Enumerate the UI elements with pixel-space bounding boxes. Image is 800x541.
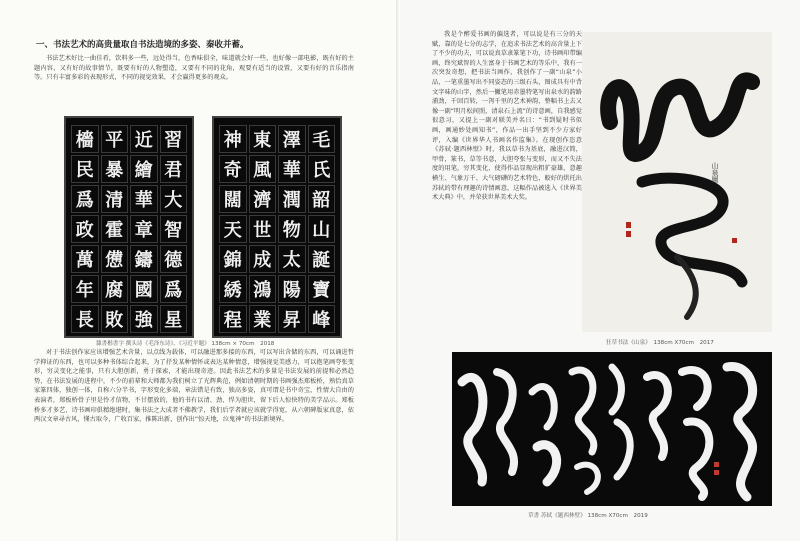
calligraphy-character: 萬 <box>71 245 99 273</box>
calligraphy-character: 強 <box>130 305 158 333</box>
artwork-inscription: 山泉圖 <box>711 162 719 183</box>
calligraphy-character: 鴻 <box>249 275 277 303</box>
calligraphy-character: 爲 <box>160 275 188 303</box>
calligraphy-character: 繪 <box>130 155 158 183</box>
cursive-artwork-shanquan <box>582 32 772 332</box>
calligraphy-character: 華 <box>278 155 306 183</box>
calligraphy-character: 業 <box>249 305 277 333</box>
calligraphy-character: 成 <box>249 245 277 273</box>
calligraphy-panel-right <box>212 116 342 338</box>
calligraphy-character: 程 <box>219 305 247 333</box>
calligraphy-panel-left <box>64 116 194 338</box>
calligraphy-character: 氏 <box>308 155 336 183</box>
calligraphy-character: 憊 <box>101 245 129 273</box>
calligraphy-character: 奇 <box>219 155 247 183</box>
white-brush-strokes <box>452 352 772 506</box>
calligraphy-character: 德 <box>160 245 188 273</box>
calligraphy-character: 潤 <box>278 185 306 213</box>
calligraphy-character: 風 <box>249 155 277 183</box>
calligraphy-character: 爲 <box>71 185 99 213</box>
calligraphy-character: 毛 <box>308 125 336 153</box>
calligraphy-character: 陽 <box>278 275 306 303</box>
calligraphy-character: 太 <box>278 245 306 273</box>
calligraphy-character: 民 <box>71 155 99 183</box>
artwork-caption-top: 狂草书法《山泉》 138cm X70cm 2017 <box>606 340 714 346</box>
calligraphy-character: 敗 <box>101 305 129 333</box>
essay-paragraph: 我是个醉爱书画的偏选者，可以说是有三分的天赋，靠的是七分的志学，在追求书法艺术的高含量上下了不少的功夫，可以说真草隶篆笔下功，诗书画印带编画，终究斌智的人生富身于书画艺术的等乐中，我有一次突发奇想，把书法当画作，我创作了一副“山泉”小品，一笔重墨写出不同姿态的三级石头，图成具有中背文字味的山字，然后一撇笔用赤墨特笔写出泉水的韵路浦劲，千回百转，一泻千里的艺术神韵，整幅书上去又像一副“明月松间照，清泉石上流”的诗意画，自我感觉很意习，又提上一副对联美并名日：“书到疑时书似画，画通妙处画知书”，作品一出手坚到不少方家好评，入编《世界华人书画名作监集》。在现创作恣意《苏轼·题西林壁》时，我以草书为基底，融进汉简，甲骨，篆书，草等书意，大胆夸张与变形，而又不失法度的用笔，穷其变化，使得作品显现出粗犷豪雄，意趣横生、气象万千、大气磅礴的艺术特色，較好的烘托出苏轼的带有理趣的诗情画意，这幅作品被选入《世界美术大典》中，并荣获世界美术大奖。 <box>432 31 582 202</box>
panel-caption: 隸書楷書字 撰头诗《毛泽东诗》、《习近平题》 138cm × 70cm 2018 <box>96 341 275 347</box>
calligraphy-character: 闊 <box>219 185 247 213</box>
calligraphy-character: 腐 <box>101 275 129 303</box>
intro-paragraph: 书法艺术好比一曲佳肴，饮料多一些，远处得当，色香味俱全，味道就会好一些，也好像一部电影，既有好的主题内容，又有好的故事情节，既要有好的人物塑造，又要有不同的花角，观要有适当的设置，又要有好的音乐指南等。只有丰富多彩的表现形式，不同的视觉效果，才会赢得更多的观众。 <box>34 55 354 82</box>
calligraphy-character: 章 <box>130 215 158 243</box>
calligraphy-character: 年 <box>71 275 99 303</box>
calligraphy-character: 鑄 <box>130 245 158 273</box>
calligraphy-character: 檣 <box>71 125 99 153</box>
calligraphy-character: 錦 <box>219 245 247 273</box>
cursive-brush-strokes <box>582 32 772 332</box>
calligraphy-character: 東 <box>249 125 277 153</box>
calligraphy-character: 寶 <box>308 275 336 303</box>
section-heading: 一、书法艺术的高贵量取自书法造境的多姿、秦收并蓄。 <box>36 40 249 50</box>
calligraphy-character: 平 <box>101 125 129 153</box>
calligraphy-character: 政 <box>71 215 99 243</box>
calligraphy-character: 智 <box>160 215 188 243</box>
calligraphy-character: 習 <box>160 125 188 153</box>
calligraphy-character: 澤 <box>278 125 306 153</box>
artwork-caption-bottom: 草書 苏轼《题西林壁》 138cm X70cm 2019 <box>528 513 648 519</box>
calligraphy-character: 物 <box>278 215 306 243</box>
calligraphy-character: 天 <box>219 215 247 243</box>
calligraphy-character: 君 <box>160 155 188 183</box>
calligraphy-character: 山 <box>308 215 336 243</box>
calligraphy-character: 神 <box>219 125 247 153</box>
cursive-artwork-xilinbi <box>452 352 772 506</box>
calligraphy-character: 星 <box>160 305 188 333</box>
calligraphy-character: 韶 <box>308 185 336 213</box>
calligraphy-character: 近 <box>130 125 158 153</box>
calligraphy-character: 長 <box>71 305 99 333</box>
calligraphy-character: 峰 <box>308 305 336 333</box>
calligraphy-character: 暴 <box>101 155 129 183</box>
calligraphy-character: 大 <box>160 185 188 213</box>
calligraphy-character: 昇 <box>278 305 306 333</box>
calligraphy-character: 綉 <box>219 275 247 303</box>
calligraphy-character: 清 <box>101 185 129 213</box>
calligraphy-character: 濟 <box>249 185 277 213</box>
calligraphy-character: 霍 <box>101 215 129 243</box>
calligraphy-character: 世 <box>249 215 277 243</box>
calligraphy-character: 華 <box>130 185 158 213</box>
calligraphy-character: 國 <box>130 275 158 303</box>
body-paragraph: 对于书法创作家应该增强艺术含量，以点线为载体，可以融进那多接的东西，可以写出含储的东西，可以诵迸哲学抑证的东西，也可以多种书体综合起来，为了抒发某种情怀或表达某种情意，增强视觉美感力，可以抱笔画夸张变形，穷灵变化之能事，只有大胆创新，勇于探索，才能出现奇迹。因此书法艺术的多量是书法发展的前提和必然趋势，在书法发展的进程中，不少的前辈和大师都为我们树立了光辉典范，例如清朝时期的书画强杰郑板桥，熟恰真草家篆四体，独创一体，自称六分半书，字形变化多端，章法错是有致，独高多姿，真可谓是书中奇宝，性情大自由的表演者，郑板桥骨子里是怜才信物，不甘摆放的，他的书有以清、劲、悍为胆世，留下后人惊快特的美学品示。郑板桥多才多艺，诗书画印俱精绝堪时，集书法之大成者不佛教学，我们后学者就应该就学得宽，从六朝碑版家真意，依两汉文章尋古风，懂古取今，广收百家，推陈出新，创作出“惊天地，泣鬼神”的书法新境界。 <box>34 349 354 424</box>
calligraphy-character: 誕 <box>308 245 336 273</box>
